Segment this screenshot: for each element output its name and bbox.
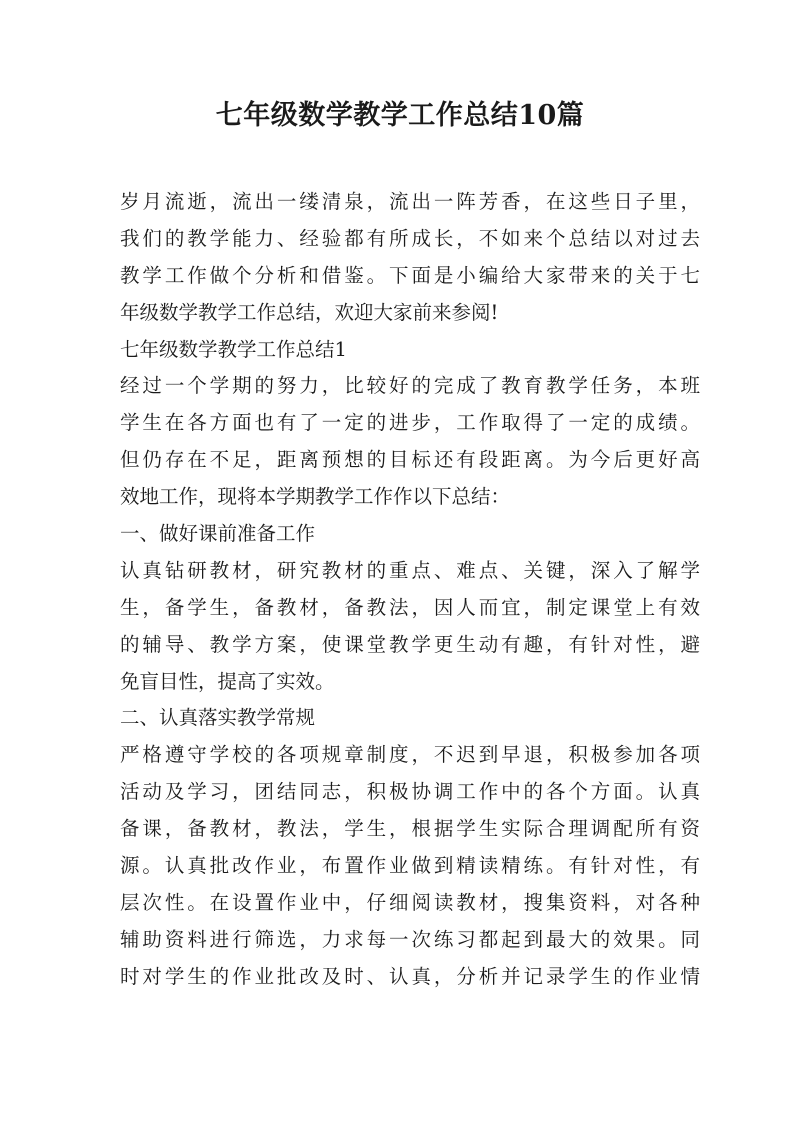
text-line: 岁月流逝，流出一缕清泉，流出一阵芳香，在这些日子里， (120, 190, 700, 213)
text-line: 生，备学生，备教材，备教法，因人而宜，制定课堂上有效 (120, 595, 700, 619)
text-line: 时对学生的作业批改及时、认真，分析并记录学生的作业情 (120, 964, 700, 988)
text-line: 层次性。在设置作业中，仔细阅读教材，搜集资料，对各种 (120, 890, 700, 914)
text-line: 经过一个学期的努力，比较好的完成了教育教学任务，本班 (120, 374, 700, 398)
text-line: 备课，备教材，教法，学生，根据学生实际合理调配所有资 (120, 817, 700, 841)
text-line: 七年级数学教学工作总结1 (120, 337, 347, 361)
document-body (120, 184, 700, 996)
text-line: 免盲目性，提高了实效。 (120, 669, 335, 693)
text-line: 教学工作做个分析和借鉴。下面是小编给大家带来的关于七 (120, 263, 700, 287)
text-line: 辅助资料进行筛选，力求每一次练习都起到最大的效果。同 (120, 927, 700, 951)
text-line: 源。认真批改作业，布置作业做到精读精练。有针对性，有 (120, 854, 700, 878)
text-line: 认真钻研教材，研究教材的重点、难点、关键，深入了解学 (120, 558, 700, 582)
text-line: 效地工作，现将本学期教学工作作以下总结： (120, 485, 511, 509)
text-line: 活动及学习，团结同志，积极协调工作中的各个方面。认真 (120, 780, 700, 804)
text-line: 学生在各方面也有了一定的进步，工作取得了一定的成绩。 (120, 411, 700, 435)
text-line: 我们的教学能力、经验都有所成长，不如来个总结以对过去 (120, 226, 700, 250)
text-line: 严格遵守学校的各项规章制度，不迟到早退，积极参加各项 (120, 743, 700, 767)
text-line: 年级数学教学工作总结，欢迎大家前来参阅! (120, 300, 499, 324)
text-line: 二、认真落实教学常规 (120, 706, 316, 730)
text-line: 的辅导、教学方案，使课堂教学更生动有趣，有针对性，避 (120, 632, 700, 656)
text-line: 一、做好课前准备工作 (120, 522, 316, 546)
document-title: 七年级数学教学工作总结10篇 (215, 100, 585, 131)
text-line: 但仍存在不足，距离预想的目标还有段距离。为今后更好高 (120, 448, 700, 472)
